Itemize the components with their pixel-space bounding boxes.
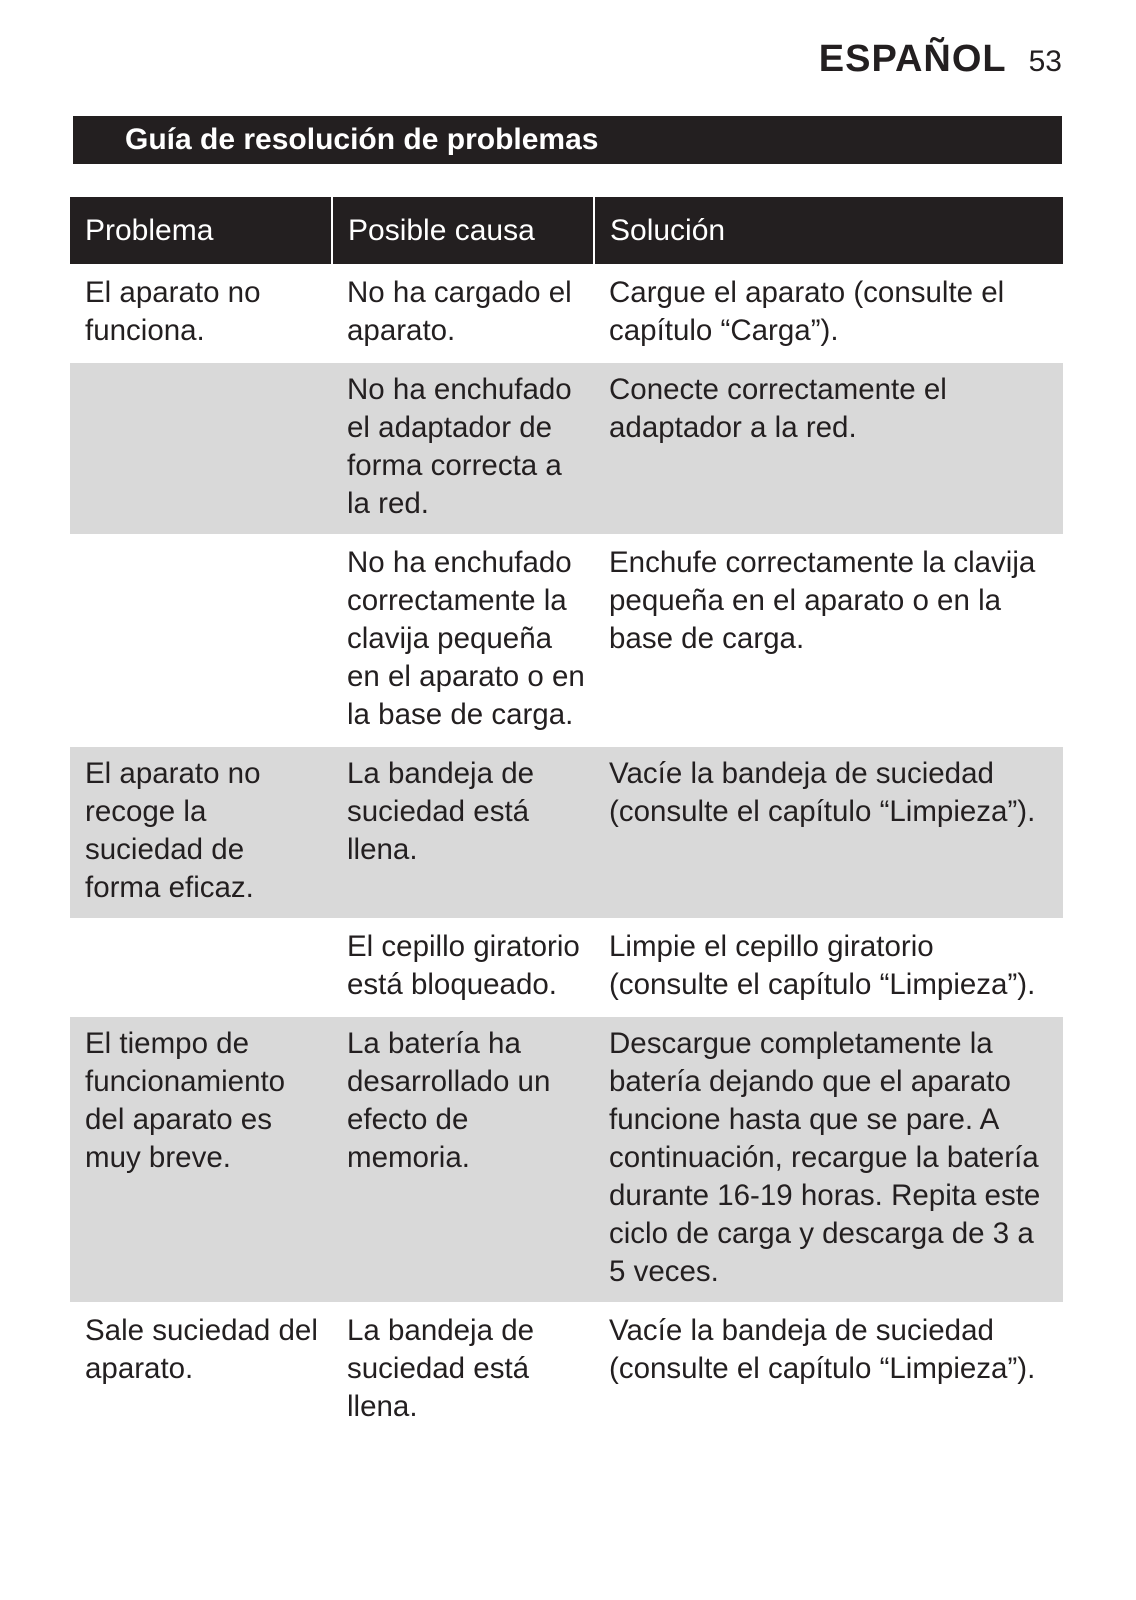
problem-cell: Sale suciedad del aparato. bbox=[85, 1314, 318, 1385]
language-label: ESPAÑOL bbox=[818, 38, 1007, 80]
solution-cell: Vacíe la bandeja de suciedad (consulte el capítulo “Limpieza”). bbox=[609, 1314, 1036, 1385]
problem-cell: El aparato no recoge la suciedad de forma eficaz. bbox=[70, 746, 332, 919]
problem-cell bbox=[70, 535, 332, 746]
column-header-cause: Posible causa bbox=[332, 197, 594, 265]
column-header-problem: Problema bbox=[70, 197, 332, 265]
column-header-solution: Solución bbox=[594, 197, 1063, 265]
problem-cell: El aparato no funciona. bbox=[85, 276, 261, 347]
section-title-bar bbox=[73, 116, 1062, 164]
page-number: 53 bbox=[1028, 45, 1062, 78]
page-header bbox=[819, 38, 1062, 92]
solution-cell: Limpie el cepillo giratorio (consulte el capítulo “Limpieza”). bbox=[609, 930, 1036, 1001]
problem-cell bbox=[70, 362, 332, 535]
solution-cell: Descargue completamente la batería dejando que el aparato funcione hasta que se pare. A continuación, recargue la batería durante 16-19 horas. Repita este ciclo de carga y descarga de 3 a 5 veces. bbox=[594, 1016, 1063, 1303]
table-row bbox=[70, 265, 1063, 362]
table-row bbox=[70, 919, 1063, 1016]
table-row bbox=[70, 1303, 1063, 1437]
table-header-row bbox=[70, 197, 1063, 265]
cause-cell: No ha enchufado el adaptador de forma correcta a la red. bbox=[332, 362, 594, 535]
cause-cell: No ha enchufado correctamente la clavija pequeña en el aparato o en la base de carga. bbox=[347, 546, 585, 731]
problem-cell: El tiempo de funcionamiento del aparato es muy breve. bbox=[70, 1016, 332, 1303]
solution-cell: Cargue el aparato (consulte el capítulo “Carga”). bbox=[609, 276, 1005, 347]
solution-cell: Enchufe correctamente la clavija pequeña en el aparato o en la base de carga. bbox=[609, 546, 1036, 655]
table-row bbox=[70, 1016, 1063, 1303]
cause-cell: La batería ha desarrollado un efecto de memoria. bbox=[332, 1016, 594, 1303]
solution-cell: Vacíe la bandeja de suciedad (consulte el capítulo “Limpieza”). bbox=[594, 746, 1063, 919]
cause-cell: La bandeja de suciedad está llena. bbox=[347, 1314, 535, 1423]
problem-cell bbox=[70, 919, 332, 1016]
cause-cell: No ha cargado el aparato. bbox=[347, 276, 572, 347]
table-row bbox=[70, 535, 1063, 746]
solution-cell: Conecte correctamente el adaptador a la red. bbox=[594, 362, 1063, 535]
troubleshooting-table bbox=[70, 197, 1063, 1437]
cause-cell: El cepillo giratorio está bloqueado. bbox=[347, 930, 580, 1001]
table-row bbox=[70, 746, 1063, 919]
section-title: Guía de resolución de problemas bbox=[125, 123, 599, 156]
cause-cell: La bandeja de suciedad está llena. bbox=[332, 746, 594, 919]
table-row bbox=[70, 362, 1063, 535]
